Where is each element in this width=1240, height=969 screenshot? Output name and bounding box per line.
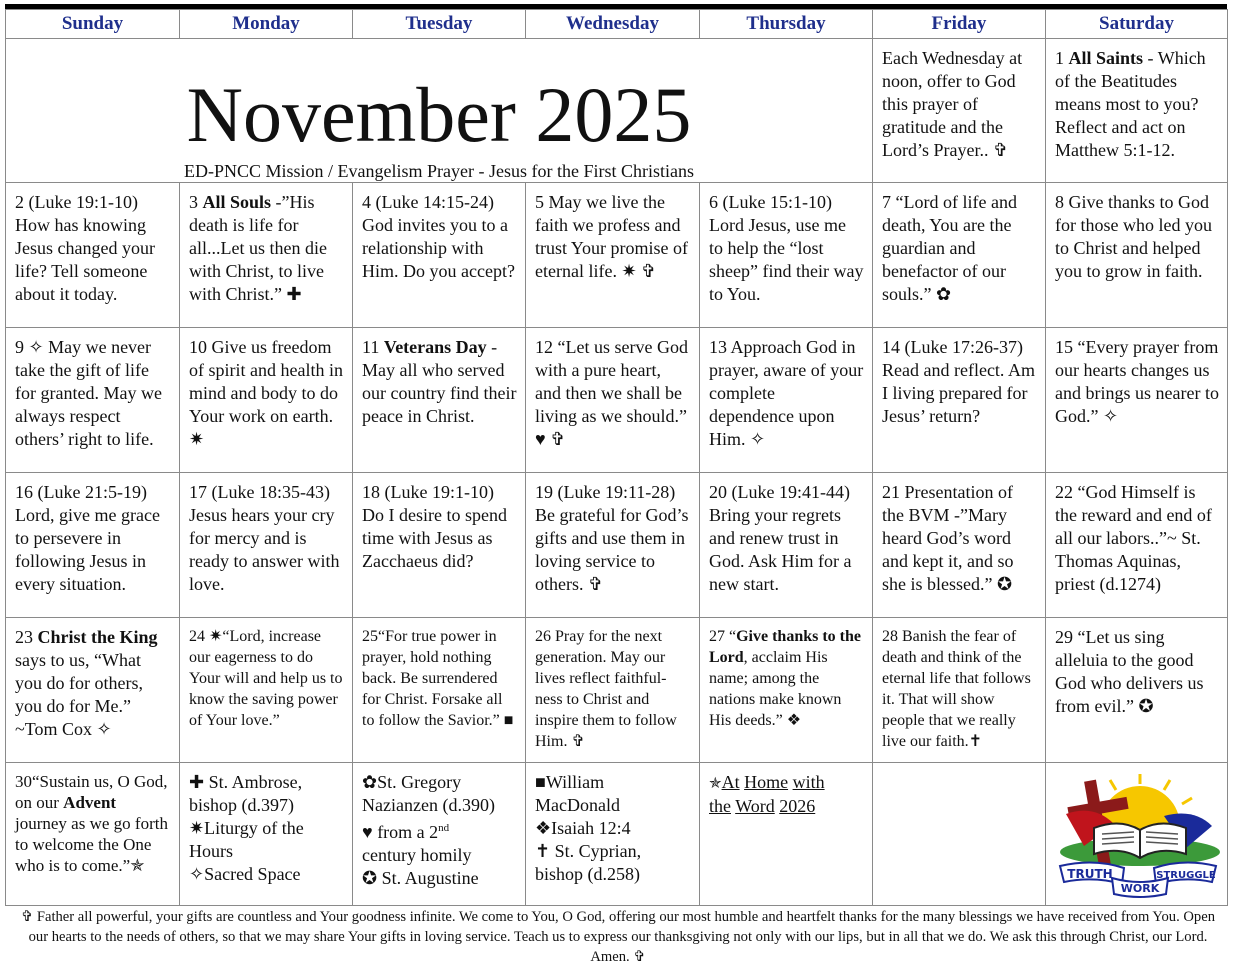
week-row-2 — [6, 183, 1228, 328]
day-4-text: 4 (Luke 14:15-24) God invites you to a relationship with Him. Do you accept? — [362, 192, 515, 281]
key-cell-wednesday — [526, 763, 700, 906]
star-icon: ✯ — [709, 774, 722, 792]
day-22-text: 22 “God Himself is the reward and end of all our labors..”~ St. Thomas Aquinas, priest (d.1274) — [1055, 482, 1212, 594]
weekday-header-row — [6, 10, 1228, 39]
week-row-1 — [6, 39, 1228, 183]
day-header-friday: Friday — [873, 10, 1046, 39]
key-liturgy: ✷Liturgy of the Hours — [189, 818, 304, 861]
day-27-text: 27 “Give thanks to the Lord, acclaim His name; among the nations make known His deeds.” ❖ — [709, 628, 862, 729]
day-2-text: 2 (Luke 19:1-10) How has knowing Jesus changed your life? Tell someone about it today. — [15, 192, 155, 304]
week-row-4 — [6, 473, 1228, 618]
day-cell-10 — [180, 328, 353, 473]
day-18-text: 18 (Luke 19:1-10) Do I desire to spend time with Jesus as Zacchaeus did? — [362, 482, 507, 571]
day-cell-13 — [700, 328, 873, 473]
link-with[interactable]: with — [792, 772, 825, 792]
page-title: November 2025 — [186, 71, 692, 158]
day-cell-18 — [353, 473, 526, 618]
day-6-text: 6 (Luke 15:1-10) Lord Jesus, use me to help the “lost sheep” find their way to You. — [709, 192, 864, 304]
day-26-text: 26 Pray for the next generation. May our lives reflect faithful-ness to Christ and inspire them to follow Him. ✞ — [535, 628, 677, 750]
day-cell-24 — [180, 618, 353, 763]
page-subtitle: ED-PNCC Mission / Evangelism Prayer - Jesus for the First Christians — [184, 161, 694, 181]
day-cell-23 — [6, 618, 180, 763]
day-cell-12 — [526, 328, 700, 473]
day-cell-9 — [6, 328, 180, 473]
key-cell-monday — [180, 763, 353, 906]
key-thursday-text — [700, 763, 872, 818]
day-9-text: 9 ✧ May we never take the gift of life for granted. May we always respect others’ right to life. — [15, 337, 162, 449]
key-monday-text — [180, 763, 352, 886]
key-sacred-space: ✧Sacred Space — [189, 864, 301, 884]
key-cyprian: ✝ St. Cyprian, bishop (d.258) — [535, 841, 642, 884]
day-cell-25 — [353, 618, 526, 763]
day-cell-22 — [1046, 473, 1228, 618]
week-row-3 — [6, 328, 1228, 473]
day-cell-20 — [700, 473, 873, 618]
day-1-text: 1 All Saints - Which of the Beatitudes means most to you? Reflect and act on Matthew 5:1-12. — [1055, 48, 1206, 160]
day-11-text: 11 Veterans Day - May all who served our country find their peace in Christ. — [362, 337, 517, 426]
link-year[interactable]: 2026 — [779, 796, 816, 816]
day-8-text: 8 Give thanks to God for those who led you to Christ and helped you to grow in faith. — [1055, 192, 1212, 281]
day-cell-8 — [1046, 183, 1228, 328]
intro-text: Each Wednesday at noon, offer to God this prayer of gratitude and the Lord’s Prayer.. ✞ — [882, 48, 1023, 160]
key-isaiah: ❖Isaiah 12:4 — [535, 818, 631, 838]
key-wednesday-text — [526, 763, 699, 886]
day-cell-2 — [6, 183, 180, 328]
day-cell-16 — [6, 473, 180, 618]
day-cell-4 — [353, 183, 526, 328]
day-cell-17 — [180, 473, 353, 618]
logo-word-truth: TRUTH — [1066, 867, 1113, 881]
day-cell-19 — [526, 473, 700, 618]
closing-prayer: ✞ Father all powerful, your gifts are countless and Your goodness infinite. We come to You, O God, offering our most humble and heartfelt thanks for the many blessings we have received from You. Open our hearts to the needs of others, so that we may share Your gifts in loving service. Teach us to express our thanksgiving not only with our lips, but in all that we do. We ask this through Christ, our Lord. Amen. ✞ — [20, 909, 1215, 965]
day-header-thursday: Thursday — [700, 10, 873, 39]
day-cell-30 — [6, 763, 180, 906]
day-cell-14 — [873, 328, 1046, 473]
week-row-5 — [6, 618, 1228, 763]
day-cell-28 — [873, 618, 1046, 763]
title-cell — [6, 39, 873, 183]
link-word[interactable]: Word — [735, 796, 775, 816]
day-17-text: 17 (Luke 18:35-43) Jesus hears your cry for mercy and is ready to answer with love. — [189, 482, 340, 594]
day-7-text: 7 “Lord of life and death, You are the guardian and benefactor of our souls.” ✿ — [882, 192, 1017, 304]
day-5-text: 5 May we live the faith we profess and trust Your promise of eternal life. ✷ ✞ — [535, 192, 689, 281]
day-25-text: 25“For true power in prayer, hold nothing back. Be surrendered for Christ. Forsake all to follow the Savior.” ■ — [362, 628, 514, 729]
link-home[interactable]: Home — [744, 772, 789, 792]
logo-word-work: WORK — [1120, 882, 1159, 895]
day-14-text: 14 (Luke 17:26-37) Read and reflect. Am I living prepared for Jesus’ return? — [882, 337, 1035, 426]
day-cell-29 — [1046, 618, 1228, 763]
day-cell-7 — [873, 183, 1046, 328]
key-cell-thursday — [700, 763, 873, 906]
day-12-text: 12 “Let us serve God with a pure heart, and then we shall be living as we should.” ♥ ✞ — [535, 337, 688, 449]
key-cell-tuesday — [353, 763, 526, 906]
day-20-text: 20 (Luke 19:41-44) Bring your regrets and renew trust in God. Ask Him for a new start. — [709, 482, 852, 594]
key-ambrose: ✚ St. Ambrose, bishop (d.397) — [189, 772, 303, 815]
day-cell-1 — [1046, 39, 1228, 183]
pncc-logo-icon — [1054, 768, 1220, 898]
day-header-sunday: Sunday — [6, 10, 180, 39]
day-21-text: 21 Presentation of the BVM -”Mary heard God’s word and kept it, and so she is blessed.” ✪ — [882, 482, 1014, 594]
day-cell-15 — [1046, 328, 1228, 473]
day-header-tuesday: Tuesday — [353, 10, 526, 39]
day-cell-5 — [526, 183, 700, 328]
key-augustine: ✪ St. Augustine — [362, 868, 479, 888]
empty-cell-friday — [873, 763, 1046, 906]
day-23-text: 23 Christ the King says to us, “What you do for others, you do for Me.” ~Tom Cox ✧ — [15, 627, 158, 739]
day-cell-21 — [873, 473, 1046, 618]
day-10-text: 10 Give us freedom of spirit and health in mind and body to do Your work on earth. ✷ — [189, 337, 343, 449]
link-the[interactable]: the — [709, 796, 731, 816]
key-macdonald: ■William MacDonald — [535, 772, 620, 815]
day-header-wednesday: Wednesday — [526, 10, 700, 39]
day-cell-26 — [526, 618, 700, 763]
day-24-text: 24 ✷“Lord, increase our eagerness to do Your will and help us to know the saving power of Your love.” — [189, 628, 343, 729]
key-homily-2: century homily — [362, 845, 472, 865]
day-header-monday: Monday — [180, 10, 353, 39]
calendar-grid — [5, 9, 1228, 906]
day-29-text: 29 “Let us sing alleluia to the good God who delivers us from evil.” ✪ — [1055, 627, 1204, 716]
day-13-text: 13 Approach God in prayer, aware of your complete dependence upon Him. ✧ — [709, 337, 864, 449]
day-15-text: 15 “Every prayer from our hearts changes us and brings us nearer to God.” ✧ — [1055, 337, 1219, 426]
day-cell-6 — [700, 183, 873, 328]
day-19-text: 19 (Luke 19:11-28) Be grateful for God’s gifts and use them in loving service to others. ✞ — [535, 482, 689, 594]
day-3-text: 3 All Souls -”His death is life for all...Let us then die with Christ, to live with Christ.” ✚ — [189, 192, 327, 304]
day-30-text: 30“Sustain us, O God, on our Advent journey as we go forth to welcome the One who is to come.”✯ — [15, 772, 168, 875]
key-homily: ♥ from a 2nd — [362, 822, 450, 842]
day-cell-intro — [873, 39, 1046, 183]
key-tuesday-text — [353, 763, 525, 890]
link-at[interactable]: At — [721, 772, 740, 792]
logo-word-struggle: STRUGGLE — [1155, 870, 1216, 881]
week-row-6 — [6, 763, 1228, 906]
logo-cell — [1046, 763, 1228, 906]
key-gregory: ✿St. Gregory Nazianzen (d.390) — [362, 772, 495, 815]
day-28-text: 28 Banish the fear of death and think of the eternal life that follows it. That will show people that we really live our faith.✝ — [882, 628, 1031, 750]
day-header-saturday: Saturday — [1046, 10, 1228, 39]
day-cell-3 — [180, 183, 353, 328]
day-16-text: 16 (Luke 21:5-19) Lord, give me grace to persevere in following Jesus in every situation. — [15, 482, 160, 594]
logo — [1046, 763, 1227, 903]
day-cell-11 — [353, 328, 526, 473]
day-cell-27 — [700, 618, 873, 763]
